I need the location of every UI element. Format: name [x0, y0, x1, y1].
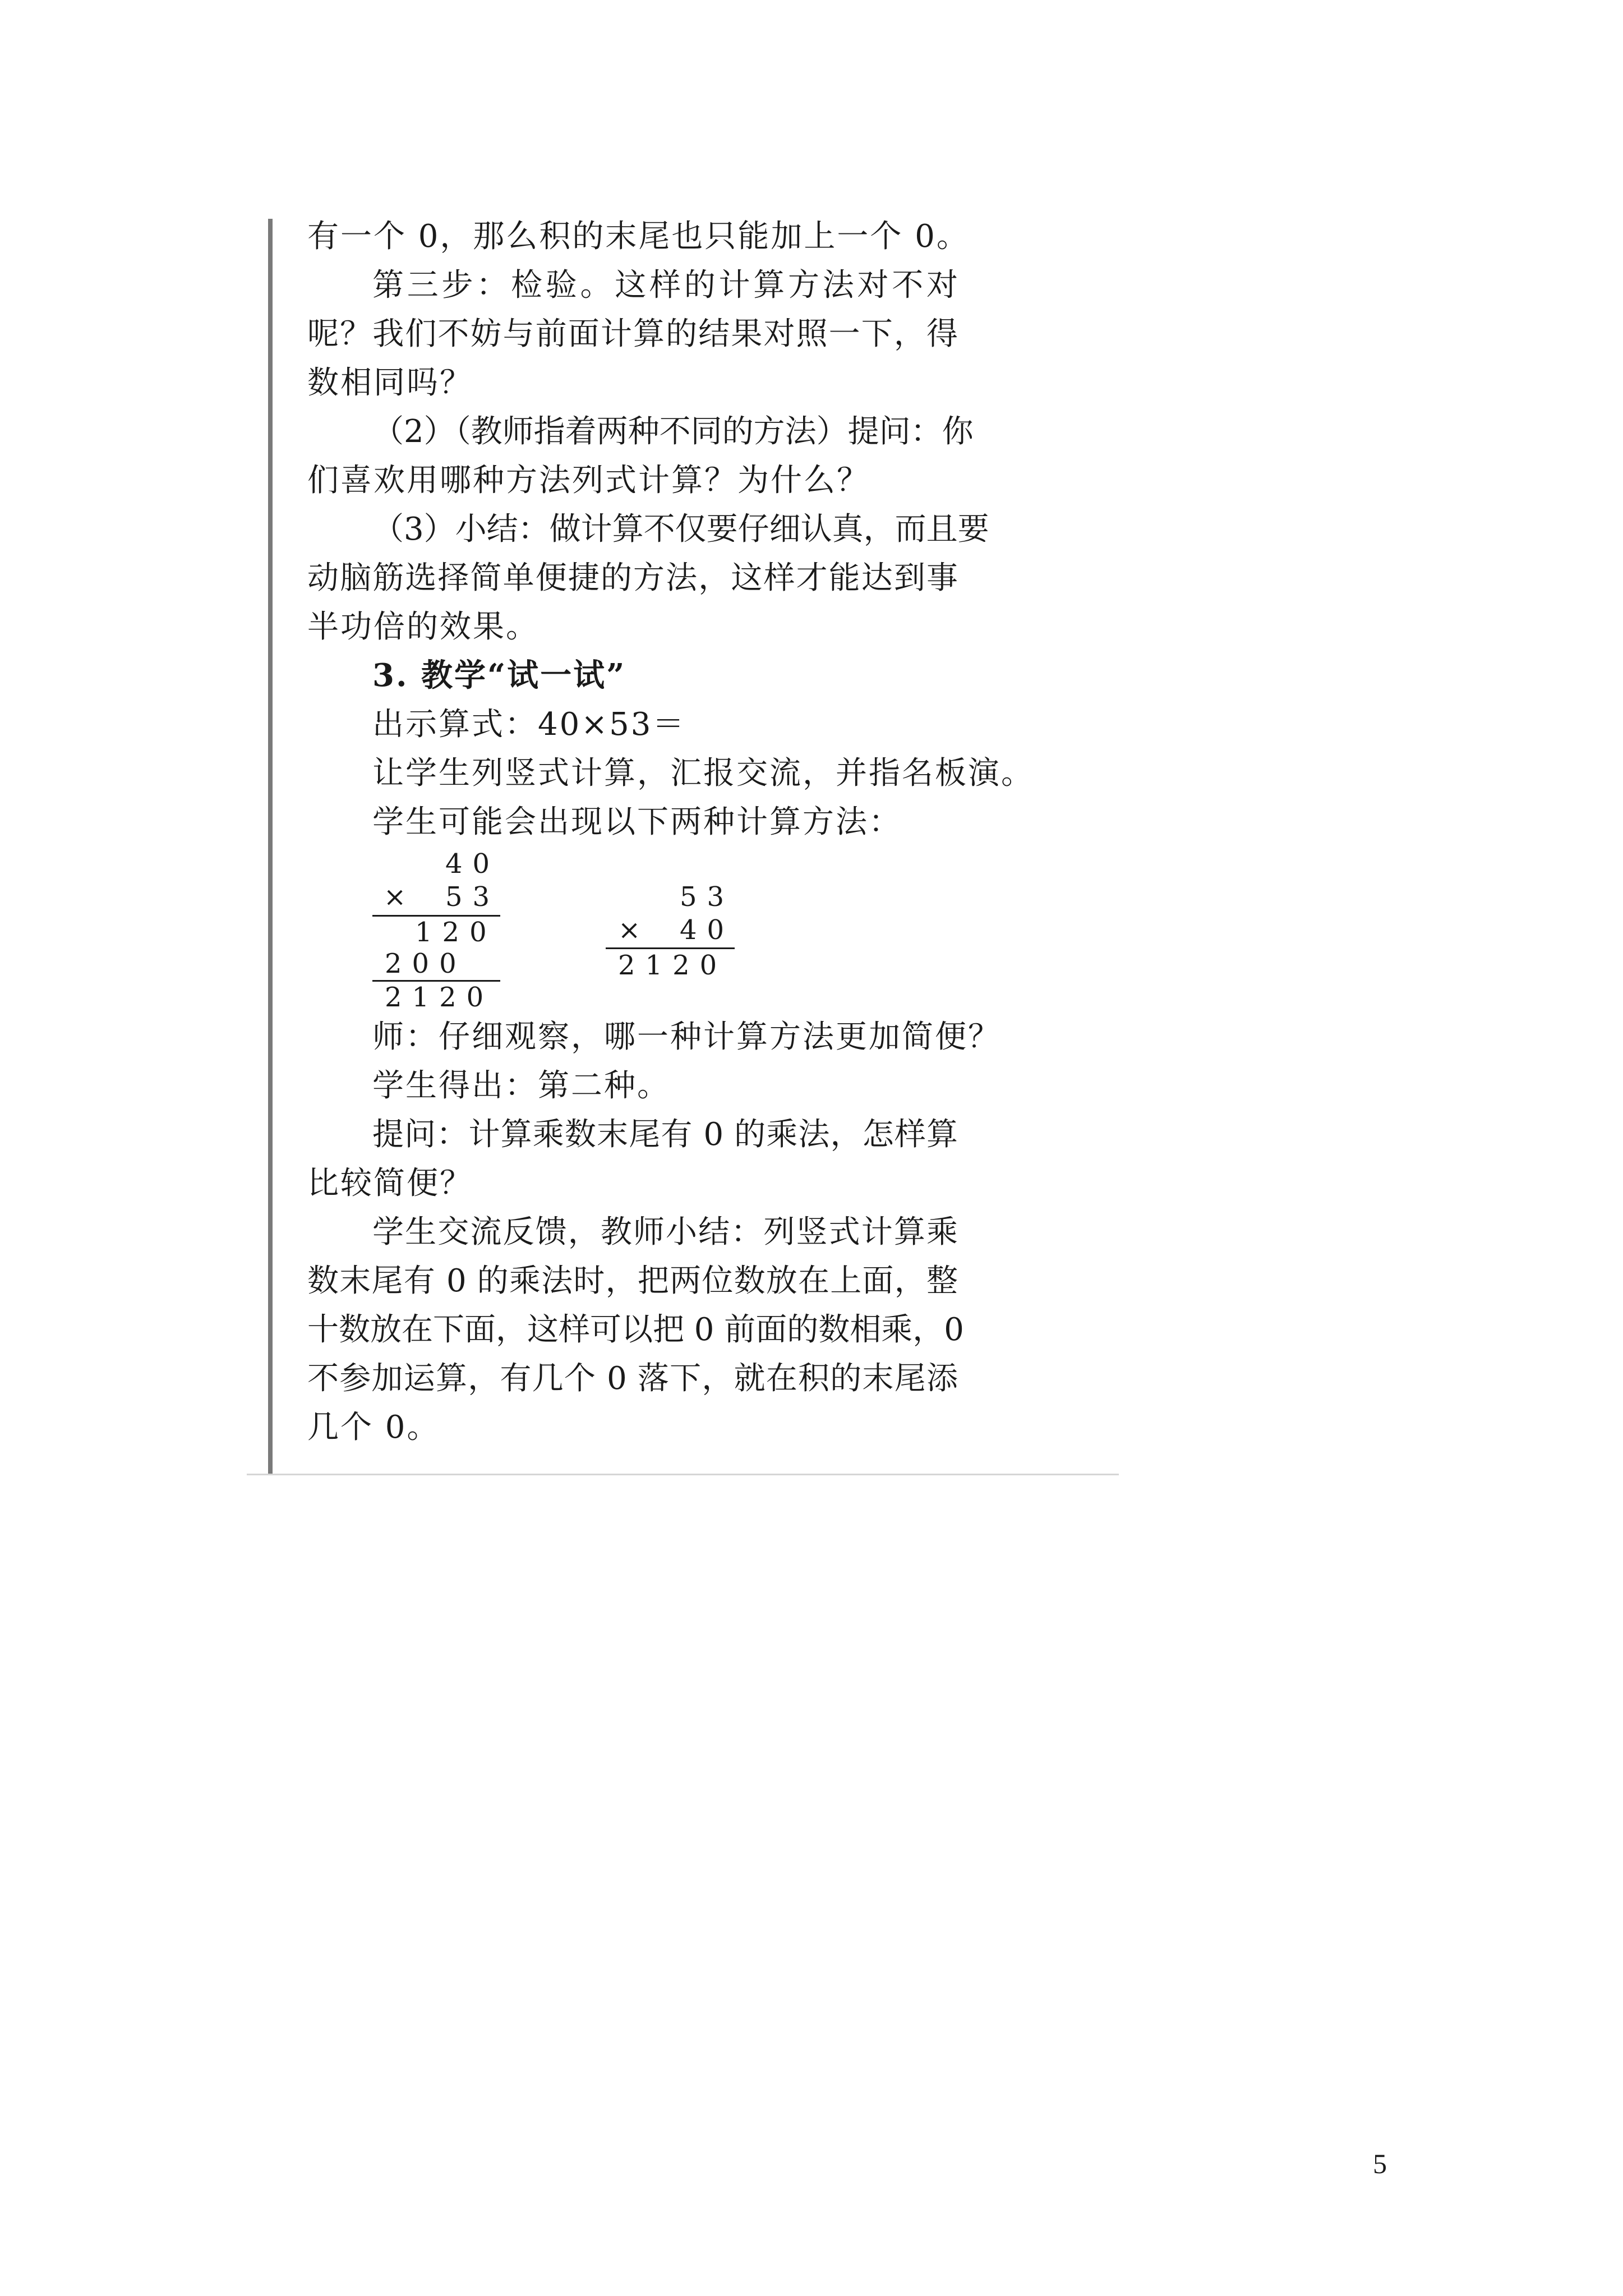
text-line-bottom-7: 十数放在下面，这样可以把 0 前面的数相乘，0	[307, 1312, 964, 1348]
text-line-bottom-3: 提问：计算乘数末尾有 0 的乘法，怎样算	[372, 1116, 958, 1153]
calc2-operator: ×	[618, 914, 651, 946]
text-line-top-4: 数相同吗？	[307, 365, 473, 401]
text-line-bottom-6: 数末尾有 0 的乘法时，把两位数放在上面，整	[307, 1263, 958, 1299]
text-line-top-2: 第三步：检验。这样的计算方法对不对	[372, 267, 958, 303]
text-line-top-9: 半功倍的效果。	[307, 609, 539, 645]
text-line-methods-intro: 学生可能会出现以下两种计算方法：	[372, 804, 902, 840]
text-line-bottom-4: 比较简便？	[307, 1165, 473, 1202]
section-heading: 3. 教学“试一试”	[372, 657, 626, 694]
bottom-rule	[247, 1474, 1119, 1475]
text-line-instruction: 让学生列竖式计算，汇报交流，并指名板演。	[372, 755, 1034, 792]
calc1-multiplicand: 40	[445, 848, 500, 880]
vertical-calculations	[372, 846, 958, 1013]
margin-rule	[268, 219, 273, 1475]
text-block	[307, 212, 1034, 1452]
bottom-paragraphs	[307, 1013, 1001, 1452]
text-line-top-6: 们喜欢用哪种方法列式计算？为什么？	[307, 462, 870, 499]
calc1-multiplier: 53	[445, 881, 500, 913]
text-line-bottom-2: 学生得出：第二种。	[372, 1068, 670, 1104]
calc1-operator: ×	[384, 881, 417, 913]
text-line-bottom-8: 不参加运算，有几个 0 落下，就在积的末尾添	[307, 1360, 958, 1397]
text-line-bottom-9: 几个 0。	[307, 1409, 440, 1446]
text-line-top-5: （2）（教师指着两种不同的方法）提问：你	[372, 413, 974, 450]
calc1-partial-2: 200	[385, 948, 467, 979]
vertical-calc-method-2	[602, 846, 743, 1013]
text-line-top-1: 有一个 0，那么积的末尾也只能加上一个 0。	[307, 218, 970, 255]
text-line-bottom-1: 师：仔细观察，哪一种计算方法更加简便？	[372, 1019, 1001, 1055]
text-line-top-7: （3）小结：做计算不仅要仔细认真，而且要	[372, 511, 989, 547]
calc1-partial-1: 120	[415, 917, 497, 948]
calc1-product: 2120	[385, 982, 494, 1013]
text-line-top-8: 动脑筋选择简单便捷的方法，这样才能达到事	[307, 560, 958, 596]
calc2-product: 2120	[618, 950, 727, 981]
vertical-calc-method-1	[372, 846, 513, 1013]
calc2-multiplier: 40	[680, 914, 735, 946]
text-line-top-3: 呢？我们不妨与前面计算的结果对照一下，得	[307, 316, 958, 352]
text-line-bottom-5: 学生交流反馈，教师小结：列竖式计算乘	[372, 1214, 958, 1250]
text-line-formula: 出示算式：40×53＝	[372, 706, 686, 743]
page-number: 5	[1373, 2148, 1387, 2179]
top-paragraphs	[307, 212, 989, 651]
calc2-multiplicand: 53	[680, 881, 735, 913]
